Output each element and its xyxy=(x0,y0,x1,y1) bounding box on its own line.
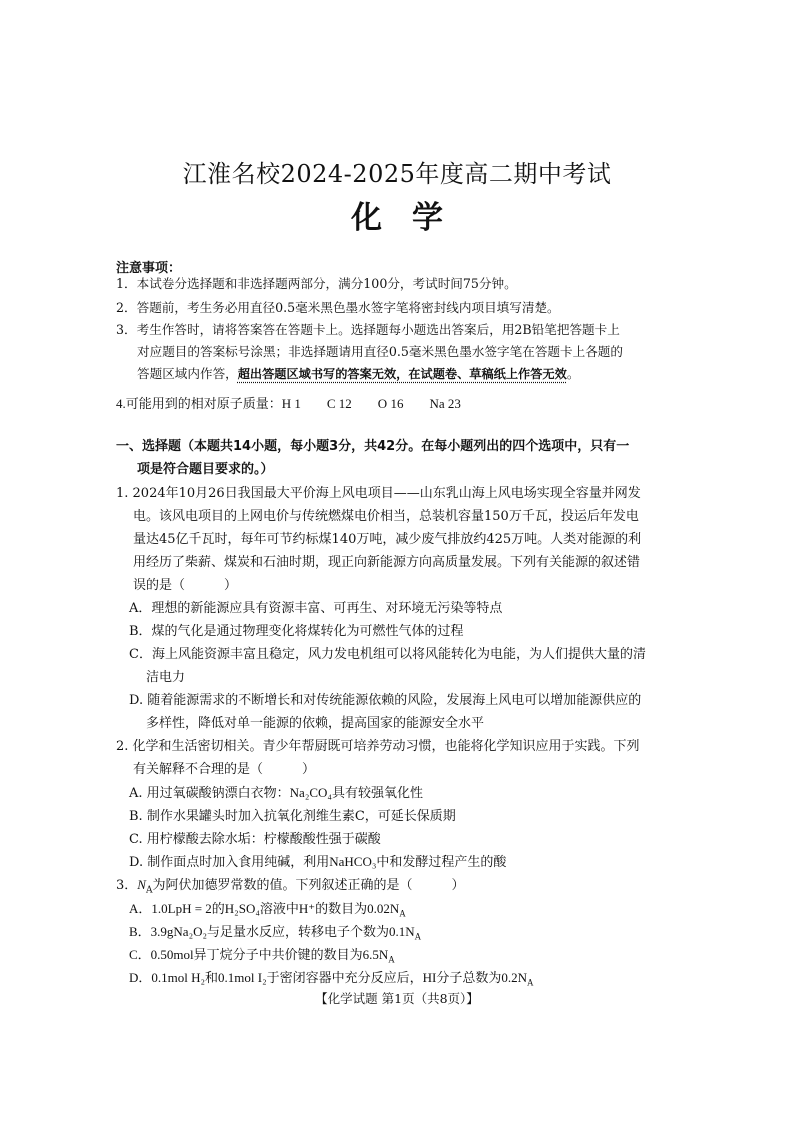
q1-stem-line-3: 量达45亿千瓦时，每年可节约标煤140万吨，减少废气排放约425万吨。人类对能源的利 xyxy=(133,532,642,547)
q3-stem-text: 为阿伏加德罗常数的值。下列叙述正确的是（ ） xyxy=(152,878,465,893)
q2-option-a-end: 具有较强氧化性 xyxy=(331,786,423,801)
q3-number: 3． xyxy=(116,878,138,893)
q1-option-d-line-2: 多样性，降低对单一能源的依赖，提高国家的能源安全水平 xyxy=(146,716,485,731)
q2-option-d xyxy=(129,851,506,870)
q1-stem-line-5: 误的是（ ） xyxy=(133,578,238,593)
q3-option-c-sub: A xyxy=(388,954,395,965)
q2-option-d-text: D. 制作面点时加入食用纯碱，利用 xyxy=(129,855,330,870)
q2-option-a xyxy=(129,782,423,801)
subject-title: 化学 xyxy=(351,200,473,236)
q2-option-c: C. 用柠檬酸去除水垢：柠檬酸酸性强于碳酸 xyxy=(129,832,381,847)
q1-stem-line-2: 电。该风电项目的上网电价与传统燃煤电价相当，总装机容量150万千瓦，投运后年发电 xyxy=(133,509,639,524)
notice-item-2: 2．答题前，考生务必用直径0.5毫米黑色墨水签字笔将密封线内项目填写清楚。 xyxy=(116,300,560,315)
notice-item-1: 1．本试卷分选择题和非选择题两部分，满分100分，考试时间75分钟。 xyxy=(116,276,517,291)
notice-item-3-line-3 xyxy=(137,364,579,384)
q3-option-c xyxy=(129,944,395,965)
q3-option-b-sub: A xyxy=(414,931,422,942)
q3-option-c-text: C．0.50mol异丁烷分子中共价键的数目为6.5N xyxy=(129,947,389,962)
section-1-heading-line-1: 一、选择题（本题共14小题，每小题3分，共42分。在每小题列出的四个选项中，只有一 xyxy=(116,439,630,454)
q3-na-symbol: N xyxy=(137,877,146,892)
q1-stem-line-1: 1. 2024年10月26日我国最大平价海上风电项目——山东乳山海上风电场实现全容量并网发 xyxy=(116,486,641,501)
section-1-heading-line-2: 项是符合题目要求的。） xyxy=(137,462,274,477)
notice-item-3-line-2: 对应题目的答案标号涂黑；非选择题请用直径0.5毫米黑色墨水签字笔在答题卡上各题的 xyxy=(137,344,623,359)
notice-item-3-line-1: 3．考生作答时，请将答案答在答题卡上。选择题每小题选出答案后，用2B铅笔把答题卡上 xyxy=(116,322,620,337)
q3-option-d-text: D．0.1mol H₂和0.1mol I₂于密闭容器中充分反应后，HI分子总数为0.2N xyxy=(129,970,527,985)
q1-option-a: A．理想的新能源应具有资源丰富、可再生、对环境无污染等特点 xyxy=(129,601,503,616)
q1-option-d-line-1: D. 随着能源需求的不断增长和对传统能源依赖的风险，发展海上风电可以增加能源供应的 xyxy=(129,693,642,708)
q1-option-c-line-1: C．海上风能资源丰富且稳定，风力发电机组可以将风能转化为电能，为人们提供大量的清 xyxy=(129,647,646,662)
q2-option-a-formula: Na₂CO₄ xyxy=(289,785,332,800)
q3-option-a-text: A．1.0LpH = 2的H₂SO₄溶液中H⁺的数目为0.02N xyxy=(129,901,400,916)
q2-stem-line-2: 有关解释不合理的是（ ） xyxy=(133,762,316,777)
q3-stem xyxy=(116,874,464,896)
q1-option-c-line-2: 洁电力 xyxy=(146,670,186,685)
q1-stem-line-4: 用经历了柴薪、煤炭和石油时期，现正向新能源方向高质量发展。下列有关能源的叙述错 xyxy=(133,555,641,570)
exam-title: 江淮名校2024-2025年度高二期中考试 xyxy=(182,160,612,188)
notice-item-3-end: 。 xyxy=(566,366,580,381)
q3-na-subscript: A xyxy=(145,885,153,896)
q3-option-a xyxy=(129,898,406,919)
q2-stem-line-1: 2. 化学和生活密切相关。青少年帮厨既可培养劳动习惯，也能将化学知识应用于实践。下列 xyxy=(116,739,640,754)
q2-option-d-formula: NaHCO₃ xyxy=(329,854,377,869)
notice-item-4: 4.可能用到的相对原子质量：H 1 C 12 O 16 Na 23 xyxy=(116,396,461,411)
q3-option-a-sub: A xyxy=(399,908,406,919)
q2-option-b: B. 制作水果罐头时加入抗氧化剂维生素C，可延长保质期 xyxy=(129,809,456,824)
q3-option-d-sub: A xyxy=(526,977,534,988)
q2-option-a-text: A. 用过氧碳酸钠漂白衣物： xyxy=(129,786,290,801)
q3-option-b-text: B．3.9gNa₂O₂与足量水反应，转移电子个数为0.1N xyxy=(129,924,415,939)
q2-option-d-end: 中和发酵过程产生的酸 xyxy=(376,855,507,870)
q1-option-b: B．煤的气化是通过物理变化将煤转化为可燃性气体的过程 xyxy=(129,624,464,639)
notice-emphasis: 超出答题区域书写的答案无效，在试题卷、草稿纸上作答无效 xyxy=(237,367,567,381)
q3-option-d xyxy=(129,967,533,988)
notice-item-3-text: 答题区域内作答， xyxy=(137,366,238,381)
notice-heading: 注意事项： xyxy=(116,261,182,276)
page-footer: 【化学试题 第1页（共8页）】 xyxy=(315,991,479,1006)
q3-option-b xyxy=(129,921,421,942)
